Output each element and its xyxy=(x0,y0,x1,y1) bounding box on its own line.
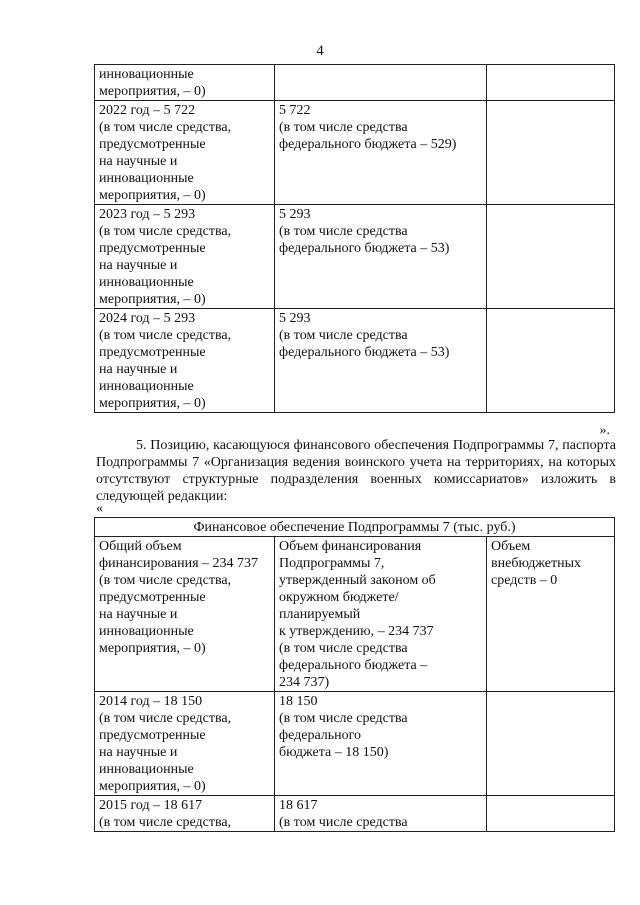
row-funding-cell: 2015 год – 18 617 (в том числе средства, xyxy=(95,796,275,832)
row-extrabudget-cell xyxy=(487,205,615,309)
row-extrabudget-cell xyxy=(487,796,615,832)
amendment-paragraph xyxy=(96,437,616,505)
funding-table-continued xyxy=(94,64,615,413)
amendment-text: 5. Позицию, касающуюся финансового обеспечения Подпрограммы 7, паспорта Подпрограммы 7 «Организация ведения воинского учета на территориях, на которых отсутствуют структурные подразделения военных комиссариатов» изложить в следующей редакции: xyxy=(96,438,616,504)
funding-table-subprogram-7 xyxy=(94,517,615,832)
table-row xyxy=(95,205,615,309)
page-number: 4 xyxy=(316,43,324,59)
row-funding-cell: 2023 год – 5 293 (в том числе средства, предусмотренные на научные и инновационные мероприятия, – 0) xyxy=(95,205,275,309)
budget-funding-cell: Объем финансирования Подпрограммы 7, утвержденный законом об окружном бюджете/ планируемый к утверждению, – 234 737 (в том числе средства федерального бюджета – 234 737) xyxy=(275,537,487,692)
table-row xyxy=(95,796,615,832)
table-header: Финансовое обеспечение Подпрограммы 7 (тыс. руб.) xyxy=(95,518,615,537)
row-budget-cell: 5 722 (в том числе средства федерального бюджета – 529) xyxy=(275,101,487,205)
row-funding-cell: 2014 год – 18 150 (в том числе средства, предусмотренные на научные и инновационные мероприятия, – 0) xyxy=(95,692,275,796)
table-row xyxy=(95,692,615,796)
extrabudget-funding-cell: Объем внебюджетных средств – 0 xyxy=(487,537,615,692)
closing-quote: ». xyxy=(599,423,610,438)
row-budget-cell: 18 150 (в том числе средства федерального бюджета – 18 150) xyxy=(275,692,487,796)
row-budget-cell xyxy=(275,65,487,101)
row-extrabudget-cell xyxy=(487,309,615,413)
row-funding-cell: инновационные мероприятия, – 0) xyxy=(95,65,275,101)
table-row xyxy=(95,65,615,101)
opening-quote: « xyxy=(96,501,103,516)
row-budget-cell: 18 617 (в том числе средства xyxy=(275,796,487,832)
table-header-row xyxy=(95,518,615,537)
row-budget-cell: 5 293 (в том числе средства федерального бюджета – 53) xyxy=(275,309,487,413)
table-row xyxy=(95,537,615,692)
table-row xyxy=(95,101,615,205)
table-row xyxy=(95,309,615,413)
row-funding-cell: 2022 год – 5 722 (в том числе средства, предусмотренные на научные и инновационные мероприятия, – 0) xyxy=(95,101,275,205)
row-budget-cell: 5 293 (в том числе средства федерального бюджета – 53) xyxy=(275,205,487,309)
row-funding-cell: 2024 год – 5 293 (в том числе средства, предусмотренные на научные и инновационные мероприятия, – 0) xyxy=(95,309,275,413)
row-extrabudget-cell xyxy=(487,101,615,205)
total-funding-cell: Общий объем финансирования – 234 737 (в том числе средства, предусмотренные на научные и инновационные мероприятия, – 0) xyxy=(95,537,275,692)
row-extrabudget-cell xyxy=(487,692,615,796)
row-extrabudget-cell xyxy=(487,65,615,101)
